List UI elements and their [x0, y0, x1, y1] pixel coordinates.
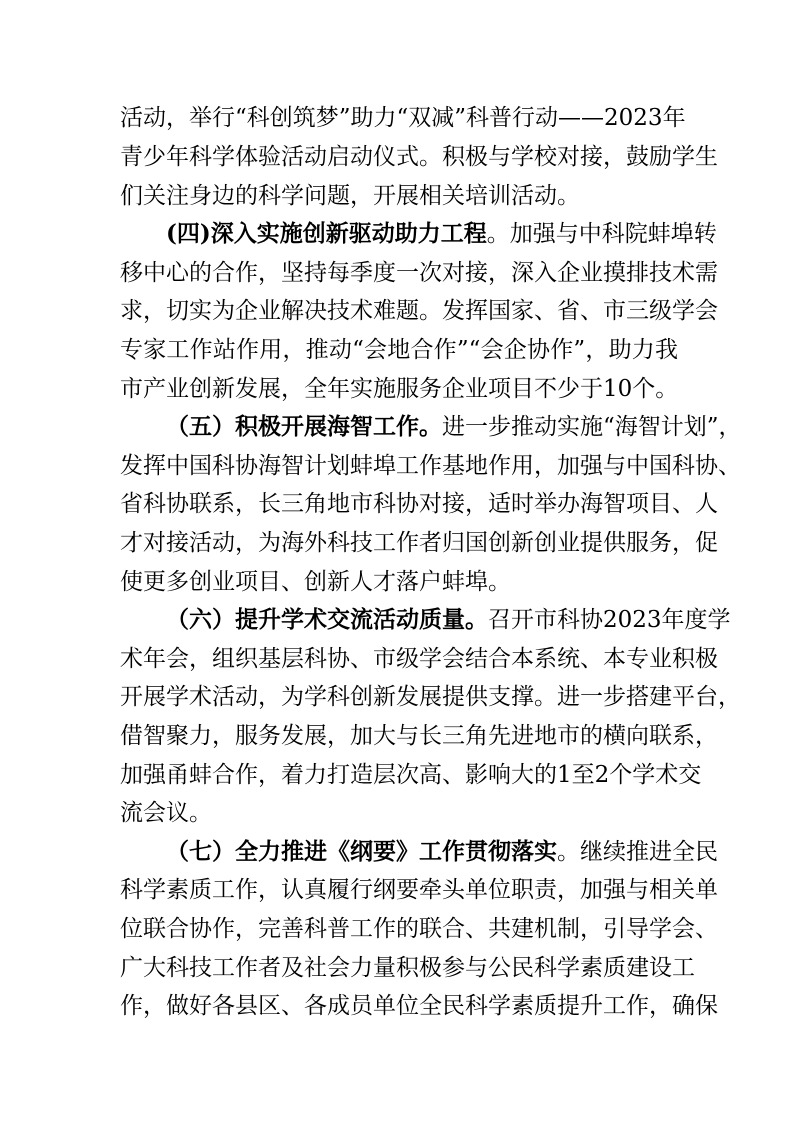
body-line: 专家工作站作用，推动“会地合作”“会企协作”，助力我 — [120, 337, 678, 363]
section-4-first-line — [166, 219, 717, 249]
body-line: 广大科技工作者及社会力量积极参与公民科学素质建设工 — [120, 955, 695, 981]
body-line: 科学素质工作，认真履行纲要牵头单位职责，加强与相关单 — [120, 877, 718, 903]
body-line: 市产业创新发展，全年实施服务企业项目不少于10个。 — [120, 376, 679, 402]
body-line: 位联合协作，完善科普工作的联合、共建机制，引导学会、 — [120, 916, 718, 942]
section-7-first-line — [166, 837, 718, 867]
section-5-lead-text: 进一步推动实施“海智计划”， — [442, 414, 742, 440]
section-5-heading: （五）积极开展海智工作。 — [166, 413, 442, 440]
body-line: 移中心的合作，坚持每季度一次对接，深入企业摸排技术需 — [120, 260, 718, 286]
body-line: 借智聚力，服务发展，加大与长三角先进地市的横向联系， — [120, 723, 718, 749]
section-7-lead-text: 。继续推进全民 — [557, 839, 718, 865]
body-line: 青少年科学体验活动启动仪式。积极与学校对接，鼓励学生 — [120, 144, 718, 170]
section-6-lead-text: 召开市科协2023年度学 — [488, 607, 731, 633]
body-line: 发挥中国科协海智计划蚌埠工作基地作用，加强与中国科协、 — [120, 453, 741, 479]
body-line: 开展学术活动，为学科创新发展提供支撑。进一步搭建平台， — [120, 684, 741, 710]
body-line: 加强甬蚌合作，着力打造层次高、影响大的1至2个学术交 — [120, 762, 702, 788]
body-line: 使更多创业项目、创新人才落户蚌埠。 — [120, 569, 511, 595]
body-line: 活动，举行“科创筑梦”助力“双减”科普行动——2023年 — [120, 105, 686, 131]
section-6-heading: （六）提升学术交流活动质量。 — [166, 606, 488, 633]
section-4-heading: (四)深入实施创新驱动助力工程 — [166, 220, 487, 247]
body-line: 术年会，组织基层科协、市级学会结合本系统、本专业积极 — [120, 646, 718, 672]
body-line: 求，切实为企业解决技术难题。发挥国家、省、市三级学会 — [120, 298, 718, 324]
body-line: 作，做好各县区、各成员单位全民科学素质提升工作，确保 — [120, 993, 718, 1019]
section-5-first-line — [166, 412, 742, 442]
section-7-heading: （七）全力推进《纲要》工作贯彻落实 — [166, 838, 557, 865]
section-6-first-line — [166, 605, 731, 635]
body-line: 省科协联系，长三角地市科协对接，适时举办海智项目、人 — [120, 491, 718, 517]
section-4-lead-text: 。加强与中科院蚌埠转 — [486, 221, 717, 247]
body-line: 们关注身边的科学问题，开展相关培训活动。 — [120, 183, 580, 209]
body-line: 才对接活动，为海外科技工作者归国创新创业提供服务，促 — [120, 530, 718, 556]
body-line: 流会议。 — [120, 800, 212, 826]
